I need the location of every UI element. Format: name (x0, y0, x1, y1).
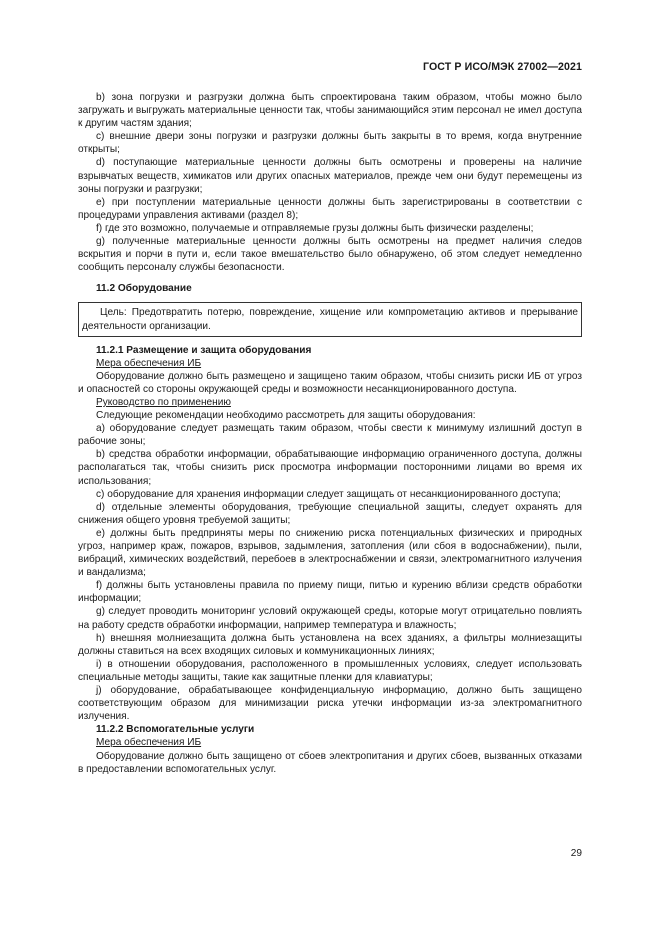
intro-item-f: f) где это возможно, получаемые и отправляемые грузы должны быть физически разделены; (96, 222, 534, 234)
page-content (78, 91, 582, 776)
intro-item-c: c) внешние двери зоны погрузки и разгрузки должны быть закрыты в то время, когда внутренние открыты; (78, 131, 582, 156)
guidance-item-g: g) следует проводить мониторинг условий окружающей среды, которые могут отрицательно повлиять на работу средств обработки информации, например температура и влажность; (78, 606, 582, 631)
guidance-item-c: c) оборудование для хранения информации следует защищать от несанкционированного доступа; (96, 488, 561, 500)
control-text-1: Оборудование должно быть размещено и защищено таким образом, чтобы снизить риски ИБ от угроз и опасностей со стороны окружающей среды и возможности несанкционированного доступа. (78, 370, 582, 395)
control-label-1-text: Мера обеспечения ИБ (96, 357, 202, 369)
guidance-item-e: e) должны быть предприняты меры по снижению риска потенциальных физических и природных угроз, например краж, пожаров, взрывов, задымления, затопления (или сбоя в водоснабжении), пыли, вибраций, химических воздействий, перебоев в электроснабжении и связи, электромагнитного излучения и вандализма; (78, 527, 582, 579)
subsection-2-title: 11.2.2 Вспомогательные услуги (96, 724, 255, 736)
intro-item-e: e) при поступлении материальные ценности должны быть зарегистрированы в соответствии с процедурами управления активами (раздел 8); (78, 196, 582, 221)
section-title: 11.2 Оборудование (96, 283, 192, 295)
intro-item-d: d) поступающие материальные ценности должны быть осмотрены и проверены на наличие взрывчатых веществ, химикатов или других опасных материалов, прежде чем они будут перемещены из зоны погрузки и разгрузки; (78, 157, 582, 195)
control-label-1 (78, 357, 582, 370)
document-code: ГОСТ Р ИСО/МЭК 27002—2021 (423, 61, 582, 73)
goal-box (78, 302, 582, 336)
guidance-item-a: a) оборудование следует размещать таким образом, чтобы свести к минимуму излишний доступ в рабочие зоны; (78, 423, 582, 448)
guidance-item-b: b) средства обработки информации, обрабатывающие информацию ограниченного доступа, должны располагаться так, чтобы снизить риск просмотра информации посторонними лицами во время их использования; (78, 449, 582, 487)
goal-text: Цель: Предотвратить потерю, повреждение, хищение или компрометацию активов и прерывание деятельности организации. (82, 307, 578, 332)
guidance-item-j: j) оборудование, обрабатывающее конфиденциальную информацию, должно быть защищено соответствующим образом для минимизации риска утечки информации из-за электромагнитного излучения. (78, 685, 582, 723)
control-text-2: Оборудование должно быть защищено от сбоев электропитания и других сбоев, вызванных отказами в предоставлении вспомогательных услуг. (78, 750, 582, 775)
control-label-2-text: Мера обеспечения ИБ (96, 737, 202, 749)
guidance-intro: Следующие рекомендации необходимо рассмотреть для защиты оборудования: (96, 410, 476, 422)
page-number: 29 (570, 848, 582, 859)
intro-item-b: b) зона погрузки и разгрузки должна быть спроектирована таким образом, чтобы можно было загружать и выгружать материальные ценности так, чтобы занимающийся этим персонал не имел доступа к другим частям здания; (78, 92, 582, 130)
guidance-item-d: d) отдельные элементы оборудования, требующие специальной защиты, следует охранять для снижения общего уровня требуемой защиты; (78, 501, 582, 526)
control-label-2 (78, 736, 582, 749)
guidance-label-text: Руководство по применению (96, 396, 231, 408)
guidance-item-i: i) в отношении оборудования, расположенного в промышленных условиях, следует использовать специальные методы защиты, такие как защитные пленки для клавиатуры; (78, 658, 582, 683)
guidance-item-f: f) должны быть установлены правила по приему пищи, питью и курению вблизи средств обработки информации; (78, 580, 582, 605)
guidance-label (78, 396, 582, 409)
intro-item-g: g) полученные материальные ценности должны быть осмотрены на предмет наличия следов вскрытия и порчи в пути и, если такое вмешательство было обнаружено, об этом следует немедленно сообщить персоналу службы безопасности. (78, 236, 582, 274)
subsection-1-title: 11.2.1 Размещение и защита оборудования (96, 344, 312, 356)
guidance-item-h: h) внешняя молниезащита должна быть установлена на всех зданиях, а фильтры молниезащиты должны ставиться на всех входящих силовых и коммуникационных линиях; (78, 632, 582, 657)
